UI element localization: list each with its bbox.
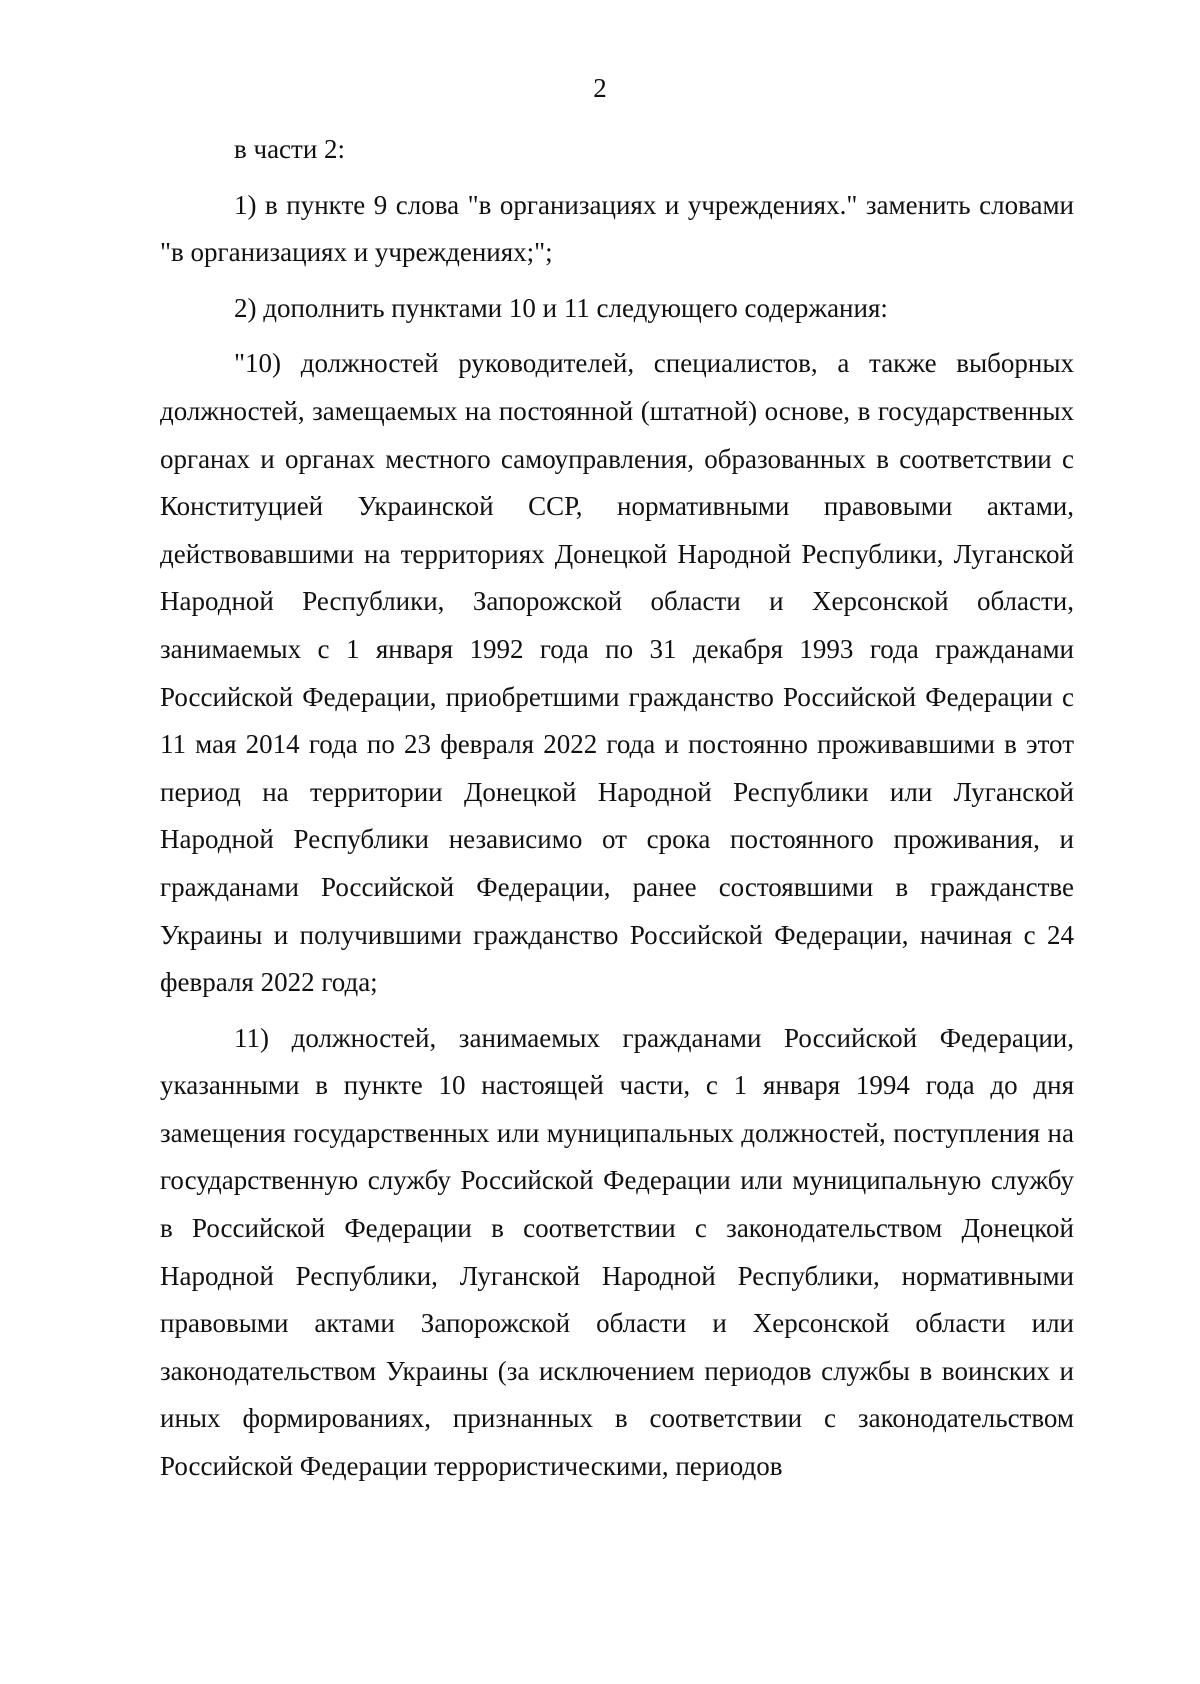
paragraph-point-10: "10) должностей руководителей, специалистов, а также выборных должностей, замещаемых на постоянной (штатной) основе, в государственных органах и органах местного самоуправления, образованных в соответствии с Конституцией Украинской ССР, нормативными правовыми актами, действовавшими на территориях Донецкой Народной Республики, Луганской Народной Республики, Запорожской области и Херсонской области, занимаемых с 1 января 1992 года по 31 декабря 1993 года гражданами Российской Федерации, приобретшими гражданство Российской Федерации с 11 мая 2014 года по 23 февраля 2022 года и постоянно проживавшими в этот период на территории Донецкой Народной Республики или Луганской Народной Республики независимо от срока постоянного проживания, и гражданами Российской Федерации, ранее состоявшими в гражданстве Украины и получившими гражданство Российской Федерации, начиная с 24 февраля 2022 года; bbox=[160, 348, 1074, 998]
document-body bbox=[160, 126, 1074, 1491]
paragraph-part-2-intro: в части 2: bbox=[234, 134, 346, 164]
paragraph-point-11: 11) должностей, занимаемых гражданами Российской Федерации, указанными в пункте 10 настоящей части, с 1 января 1994 года до дня замещения государственных или муниципальных должностей, поступления на государственную службу Российской Федерации или муниципальную службу в Российской Федерации в соответствии с законодательством Донецкой Народной Республики, Луганской Народной Республики, нормативными правовыми актами Запорожской области и Херсонской области или законодательством Украины (за исключением периодов службы в воинских и иных формированиях, признанных в соответствии с законодательством Российской Федерации террористическими, периодов bbox=[160, 1022, 1074, 1482]
paragraph-item-1: 1) в пункте 9 слова "в организациях и учреждениях." заменить словами "в организациях и учреждениях;"; bbox=[160, 189, 1074, 268]
paragraph-item-2: 2) дополнить пунктами 10 и 11 следующего содержания: bbox=[234, 292, 888, 323]
page-number: 2 bbox=[593, 73, 607, 103]
